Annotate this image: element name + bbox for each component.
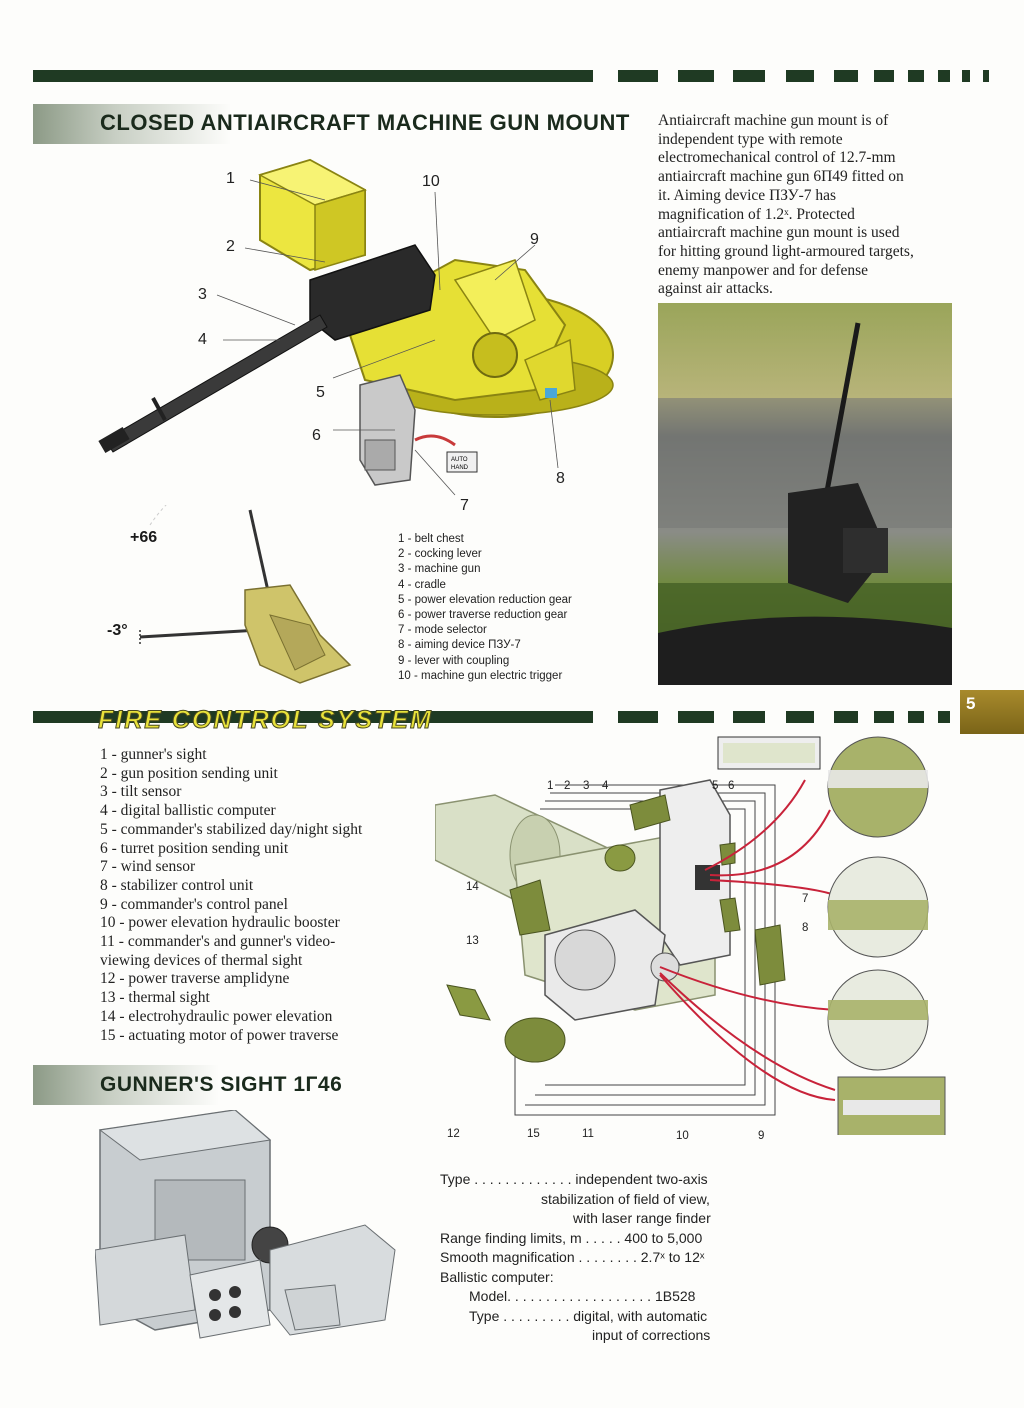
diagram-num-15: 15 xyxy=(527,1128,540,1140)
diagram-num-10: 10 xyxy=(676,1130,689,1142)
callout-6: 6 xyxy=(312,427,321,444)
section1-legend: 1 - belt chest 2 - cocking lever 3 - machine gun 4 - cradle 5 - power elevation reduction gear 6 - power traverse reduction gear 7 - mode selector 8 - aiming device ПЗУ-7 9 - lever with coupling 10 - machine gun electric trigger xyxy=(398,533,572,682)
spec-row-model: Model. . . . . . . . . . . . . . . . . . . 1B528 xyxy=(469,1288,696,1304)
diagram-num-1: 1 xyxy=(547,780,554,792)
elevation-max-label: +66 xyxy=(130,529,158,546)
diagram-num-2: 2 xyxy=(564,780,571,792)
mode-auto-label: AUTO xyxy=(451,457,468,463)
diagram-num-12: 12 xyxy=(447,1128,460,1140)
section1-description: Antiaircraft machine gun mount is of independent type with remote electromechanical control of 12.7-mm antiaircraft machine gun 6П49 fitted on it. Aiming device ПЗУ-7 has magnification of 1.2ˣ. Protected antiaircraft machine gun mount is used for hitting ground light-armoured targets, enemy manpower and for defense against air attacks. xyxy=(658,112,914,298)
diagram-num-6: 6 xyxy=(728,780,735,792)
spec-row-magnification: Smooth magnification . . . . . . . . 2.7ˣ to 12ˣ xyxy=(440,1249,705,1265)
callout-8: 8 xyxy=(556,470,565,487)
spec-row-computer-type-cont: input of corrections xyxy=(592,1327,711,1343)
spec-row-type: Type . . . . . . . . . . . . . independent two-axis xyxy=(440,1171,708,1187)
diagram-num-3: 3 xyxy=(583,780,590,792)
callout-9: 9 xyxy=(530,231,539,248)
diagram-num-5: 5 xyxy=(712,780,719,792)
section3-title: GUNNER'S SIGHT 1Г46 xyxy=(100,1073,343,1096)
section1-title: CLOSED ANTIAIRCRAFT MACHINE GUN MOUNT xyxy=(100,110,630,135)
diagram-num-9: 9 xyxy=(758,1130,765,1142)
spec-row-computer-type: Type . . . . . . . . . digital, with automatic xyxy=(469,1307,708,1324)
page-number: 5 xyxy=(966,694,976,713)
diagram-num-4: 4 xyxy=(602,780,609,792)
diagram-num-14: 14 xyxy=(466,881,479,893)
diagram-num-8: 8 xyxy=(802,922,809,934)
machine-gun-field-photo xyxy=(658,303,952,685)
callout-2: 2 xyxy=(226,238,235,255)
spec-row-ballistic: Ballistic computer: xyxy=(440,1268,554,1285)
fire-control-diagram xyxy=(435,735,955,1135)
diagram-num-7: 7 xyxy=(802,893,809,905)
mode-hand-label: HAND xyxy=(451,465,469,471)
callout-4: 4 xyxy=(198,331,207,348)
spec-row-range: Range finding limits, m . . . . . 400 to 5,000 xyxy=(440,1229,703,1246)
callout-5: 5 xyxy=(316,384,325,401)
elevation-min-label: -3° xyxy=(107,622,128,639)
section2-title: FIRE CONTROL SYSTEM xyxy=(98,706,433,734)
spec-row-type-cont2: with laser range finder xyxy=(573,1210,711,1226)
diagram-num-13: 13 xyxy=(466,935,479,947)
fire-control-items: 1 - gunner's sight 2 - gun position sending unit 3 - tilt sensor 4 - digital ballistic computer 5 - commander's stabilized day/night sight 6 - turret position sending unit 7 - wind sensor 8 - stabilizer control unit 9 - commander's control panel 10 - power elevation hydraulic booster 11 - commander's and gunner's video- viewing devices of thermal sight 12 - power traverse amplidyne 13 - thermal sight 14 - electrohydraulic power elevation 15 - actuating motor of power traverse xyxy=(100,746,363,1044)
spec-row-type-cont1: stabilization of field of view, xyxy=(541,1190,710,1207)
callout-3: 3 xyxy=(198,286,207,303)
callout-10: 10 xyxy=(422,173,440,190)
gunners-sight-photo xyxy=(95,1110,415,1350)
top-rule xyxy=(33,70,593,82)
diagram-num-11: 11 xyxy=(582,1128,594,1140)
callout-7: 7 xyxy=(460,497,469,514)
callout-1: 1 xyxy=(226,170,235,187)
gun-mount-illustration xyxy=(95,150,630,520)
sight-specs xyxy=(440,1170,740,1346)
